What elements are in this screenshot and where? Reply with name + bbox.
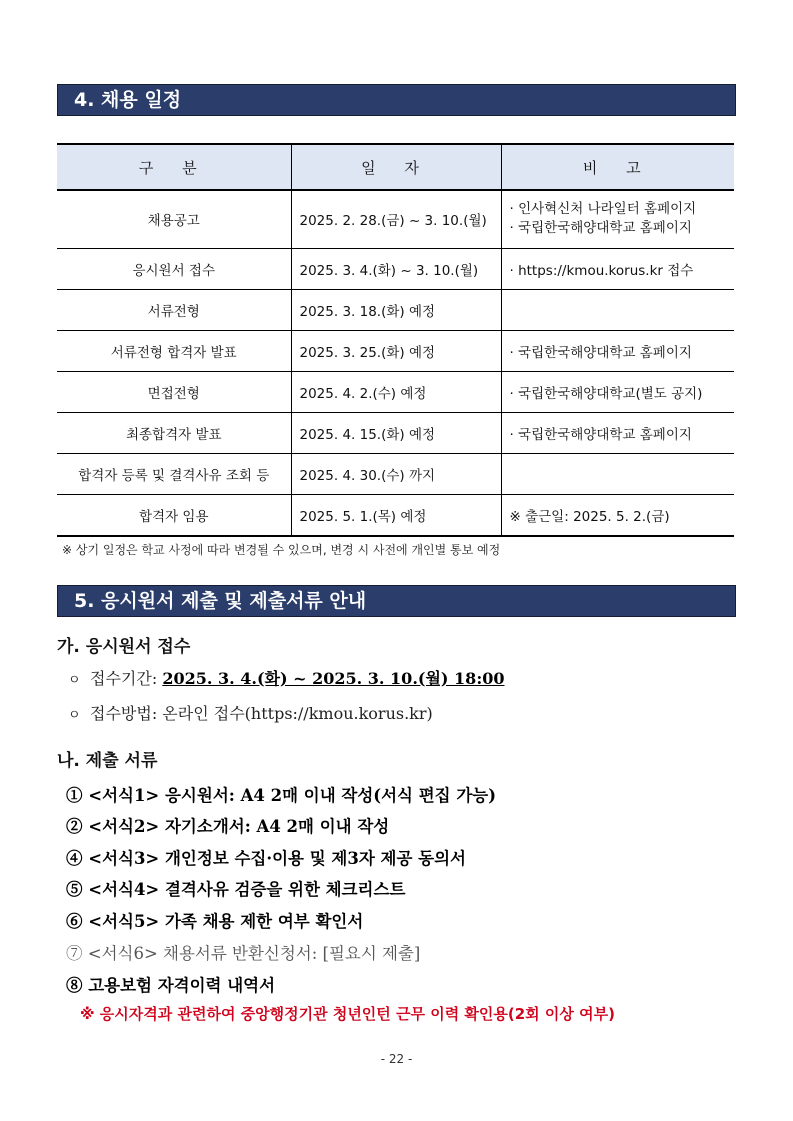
- table-row: [57, 494, 734, 536]
- row-date: 2025. 5. 1.(목) 예정: [291, 494, 501, 536]
- table-row: [57, 289, 734, 330]
- row-category: 합격자 임용: [57, 494, 291, 536]
- row-notes: [501, 453, 734, 494]
- table-row: [57, 453, 734, 494]
- table-row: [57, 190, 734, 248]
- row-date: 2025. 4. 30.(수) 까지: [291, 453, 501, 494]
- header-notes: 비 고: [501, 144, 734, 190]
- application-method: [68, 701, 433, 724]
- row-notes: · https://kmou.korus.kr 접수: [501, 248, 734, 289]
- row-category: 응시원서 접수: [57, 248, 291, 289]
- row-notes: · 국립한국해양대학교 홈페이지: [501, 330, 734, 371]
- row-category: 채용공고: [57, 190, 291, 248]
- row-category: 서류전형 합격자 발표: [57, 330, 291, 371]
- row-date: 2025. 4. 15.(화) 예정: [291, 412, 501, 453]
- note-line: · 인사혁신처 나라일터 홈페이지: [509, 201, 697, 218]
- row-date: 2025. 4. 2.(수) 예정: [291, 371, 501, 412]
- row-category: 최종합격자 발표: [57, 412, 291, 453]
- document-item: ⑧ 고용보험 자격이력 내역서: [66, 976, 276, 995]
- period-label: 접수기간:: [90, 669, 163, 688]
- row-category: 합격자 등록 및 결격사유 조회 등: [57, 453, 291, 494]
- red-notice: ※ 응시자격과 관련하여 중앙행정기관 청년인턴 근무 이력 확인용(2회 이상 여부): [80, 1005, 615, 1023]
- row-notes: ※ 출근일: 2025. 5. 2.(금): [501, 494, 734, 536]
- table-row: [57, 412, 734, 453]
- document-item: ⑦ <서식6> 채용서류 반환신청서: [필요시 제출]: [66, 944, 421, 963]
- row-category: 서류전형: [57, 289, 291, 330]
- schedule-table: [57, 143, 734, 537]
- table-row: [57, 248, 734, 289]
- document-item: ⑥ <서식5> 가족 채용 제한 여부 확인서: [66, 912, 364, 931]
- row-notes: [501, 190, 734, 248]
- document-item: ① <서식1> 응시원서: A4 2매 이내 작성(서식 편집 가능): [66, 786, 497, 805]
- document-item: ⑤ <서식4> 결격사유 검증을 위한 체크리스트: [66, 880, 406, 899]
- row-date: 2025. 3. 25.(화) 예정: [291, 330, 501, 371]
- table-header-row: [57, 144, 734, 190]
- row-category: 면접전형: [57, 371, 291, 412]
- document-item: ② <서식2> 자기소개서: A4 2매 이내 작성: [66, 817, 390, 836]
- header-category: 구 분: [57, 144, 291, 190]
- period-value: 2025. 3. 4.(화) ~ 2025. 3. 10.(월) 18:00: [162, 669, 505, 688]
- row-notes: [501, 289, 734, 330]
- note-line: · 국립한국해양대학교 홈페이지: [509, 220, 692, 237]
- application-period: [68, 666, 505, 689]
- schedule-footnote: ※ 상기 일정은 학교 사정에 따라 변경될 수 있으며, 변경 시 사전에 개인별 통보 예정: [62, 543, 501, 557]
- table-row: [57, 371, 734, 412]
- row-notes: · 국립한국해양대학교 홈페이지: [501, 412, 734, 453]
- method-text: 접수방법: 온라인 접수(https://kmou.korus.kr): [90, 704, 433, 723]
- row-date: 2025. 2. 28.(금) ~ 3. 10.(월): [291, 190, 501, 248]
- row-date: 2025. 3. 4.(화) ~ 3. 10.(월): [291, 248, 501, 289]
- document-item: ④ <서식3> 개인정보 수집·이용 및 제3자 제공 동의서: [66, 849, 466, 868]
- table-row: [57, 330, 734, 371]
- bullet-mark: ㅇ: [68, 708, 81, 723]
- section-4-title: 4. 채용 일정: [57, 84, 736, 116]
- subsection-documents-heading: 나. 제출 서류: [57, 751, 158, 771]
- header-date: 일 자: [291, 144, 501, 190]
- subsection-application-heading: 가. 응시원서 접수: [57, 637, 191, 657]
- page-number: - 22 -: [380, 1052, 413, 1066]
- section-5-title: 5. 응시원서 제출 및 제출서류 안내: [57, 585, 736, 617]
- bullet-mark: ㅇ: [68, 673, 81, 688]
- row-date: 2025. 3. 18.(화) 예정: [291, 289, 501, 330]
- row-notes: · 국립한국해양대학교(별도 공지): [501, 371, 734, 412]
